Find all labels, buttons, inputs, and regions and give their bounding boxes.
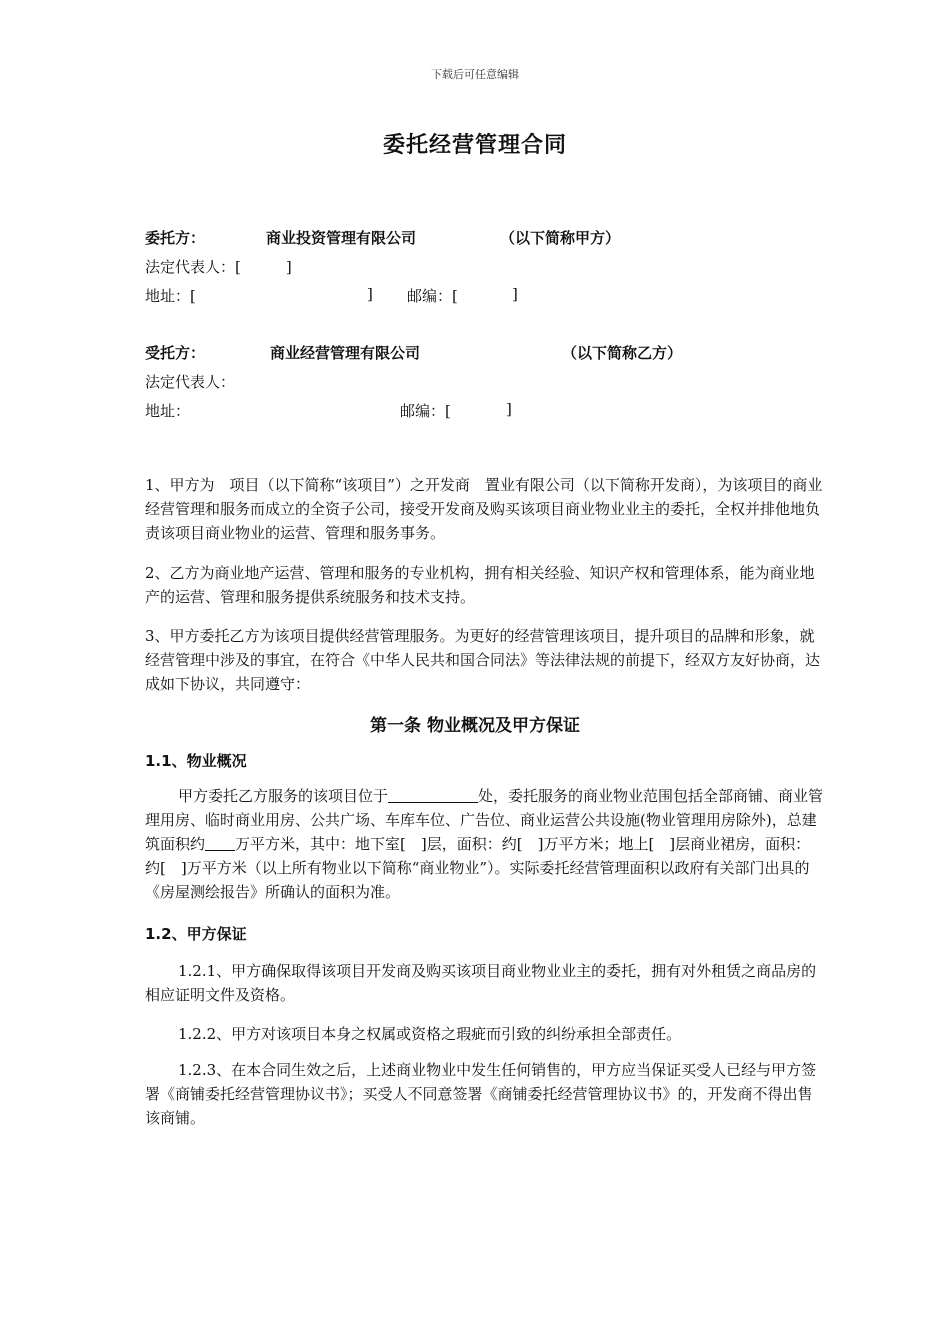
recital-2: 2、乙方为商业地产运营、管理和服务的专业机构，拥有相关经验、知识产权和管理体系，能为商业地产的运营、管理和服务提供系统服务和技术支持。	[145, 564, 815, 606]
party-a-alias: （以下简称甲方）	[500, 229, 621, 247]
party-b-label: 受托方：	[145, 344, 206, 362]
header-note: 下载后可任意编辑	[431, 68, 519, 81]
party-b-address: 地址：	[145, 402, 191, 420]
party-b-name: 商业经营管理有限公司	[270, 344, 421, 362]
clause-1-2-1: 1.2.1、甲方确保取得该项目开发商及购买该项目商业物业业主的委托，拥有对外租赁之商品房的相应证明文件及资格。	[145, 962, 817, 1004]
section-1-1-text-a: 甲方委托乙方服务的该项目位于	[178, 787, 389, 805]
party-a-rep: 法定代表人：[ ]	[145, 258, 292, 276]
section-1-1-text	[145, 784, 825, 904]
recital-3: 3、甲方委托乙方为该项目提供经营管理服务。为更好的经营管理该项目，提升项目的品牌和形象，就经营管理中涉及的事宜，在符合《中华人民共和国合同法》等法律法规的前提下，经双方友好协商，达成如下协议，共同遵守：	[145, 627, 821, 693]
party-b-alias: （以下简称乙方）	[562, 344, 683, 362]
party-a-label: 委托方：	[145, 229, 206, 247]
party-b-postcode: 邮编：[	[400, 402, 451, 420]
section-1-1-heading: 1.1、物业概况	[145, 752, 247, 770]
section-1-1-text-b: 处，委托服务的商业物业范围包括全部商铺、商业管理用房、临时商业用房、公共广场、车库车位、广告位、商业运营公共设施(物业管理用房除外)，总建筑面积约	[145, 787, 824, 853]
location-blank	[388, 787, 478, 805]
article-1-heading: 第一条 物业概况及甲方保证	[370, 716, 580, 736]
document-title: 委托经营管理合同	[382, 133, 567, 158]
party-a-postcode-close: ]	[512, 285, 518, 303]
party-a-postcode: 邮编：[	[407, 287, 458, 305]
clause-1-2-2: 1.2.2、甲方对该项目本身之权属或资格之瑕疵而引致的纠纷承担全部责任。	[178, 1025, 682, 1043]
clause-1-2-3: 1.2.3、在本合同生效之后，上述商业物业中发生任何销售的，甲方应当保证买受人已经与甲方签署《商铺委托经营管理协议书》；买受人不同意签署《商铺委托经营管理协议书》的，开发商不得出售该商铺。	[145, 1061, 817, 1127]
party-a-address-close: ]	[367, 285, 373, 303]
section-1-1-text-c: 万平方米，其中：地下室[ ]层，面积：约[ ]万平方米；地上[ ]层商业裙房，面积：约[ ]万平方米（以上所有物业以下简称“商业物业”）。实际委托经营管理面积以政府有关部门出具的《房屋测绘报告》所确认的面积为准。	[145, 835, 811, 901]
party-a-address: 地址：[	[145, 287, 196, 305]
party-b-rep: 法定代表人：	[145, 373, 236, 391]
area-blank	[205, 835, 235, 853]
recital-1: 1、甲方为 项目（以下简称“该项目”）之开发商 置业有限公司（以下简称开发商），为该项目的商业经营管理和服务而成立的全资子公司，接受开发商及购买该项目商业物业业主的委托，全权并排他地负责该项目商业物业的运营、管理和服务事务。	[145, 476, 823, 542]
section-1-2-heading: 1.2、甲方保证	[145, 925, 247, 943]
party-a-name: 商业投资管理有限公司	[266, 229, 417, 247]
party-b-postcode-close: ]	[506, 400, 512, 418]
